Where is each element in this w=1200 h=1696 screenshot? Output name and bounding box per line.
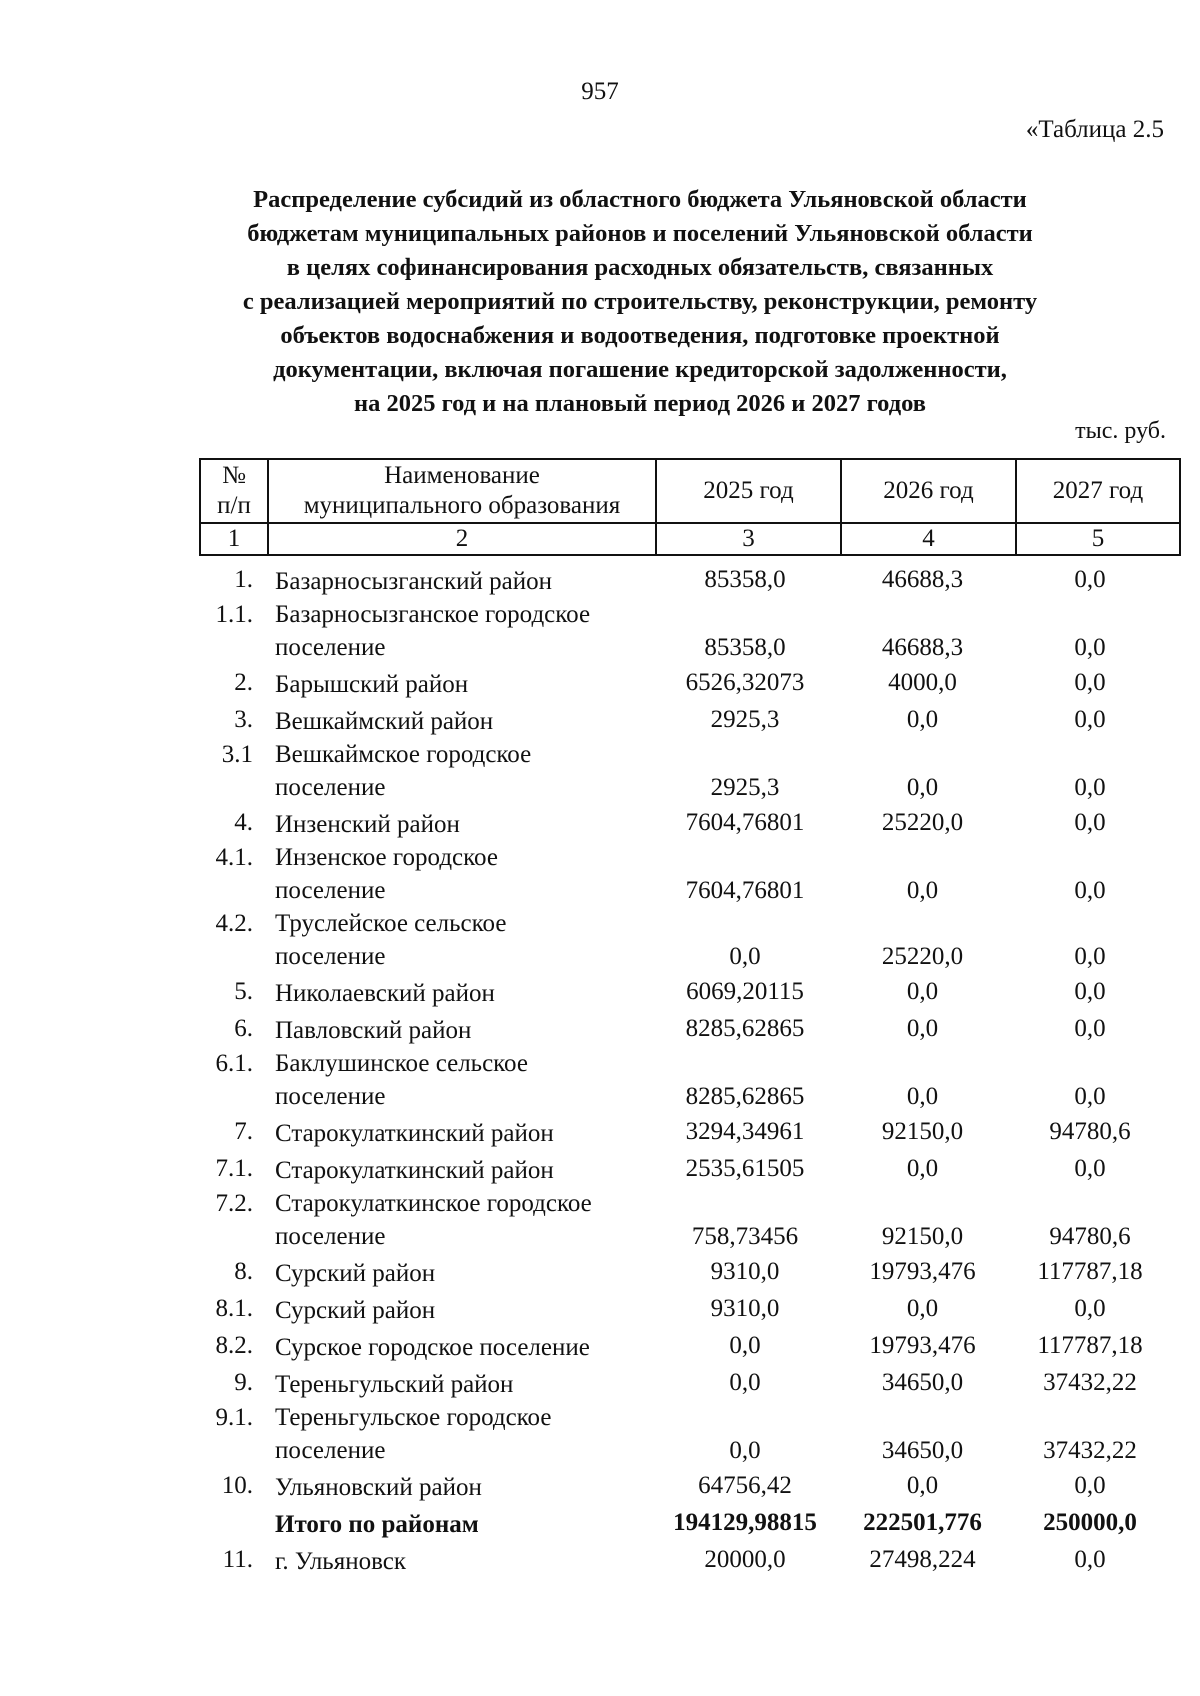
- row-number: 6.: [234, 1015, 253, 1042]
- value-2025: 8285,62865: [685, 1083, 805, 1110]
- title-line: на 2025 год и на плановый период 2026 и 2027 годов: [353, 390, 926, 417]
- value-2025: 85358,0: [704, 566, 786, 593]
- column-number: 5: [1016, 523, 1180, 555]
- value-2027: 0,0: [1074, 706, 1106, 733]
- row-name-line1: Баклушинское сельское: [275, 1050, 528, 1077]
- table-row: [199, 1253, 1179, 1290]
- table-row: [199, 1150, 1179, 1187]
- row-name-line1: Старокулаткинский район: [275, 1157, 554, 1184]
- value-2027: 0,0: [1074, 1015, 1106, 1042]
- value-2025: 85358,0: [704, 634, 786, 661]
- value-2025: 2925,3: [710, 706, 780, 733]
- row-name: [265, 705, 655, 738]
- value-2025: 9310,0: [710, 1295, 780, 1322]
- value-2027: 0,0: [1074, 1083, 1106, 1110]
- value-2026: 0,0: [906, 1083, 939, 1110]
- header-2026: 2026 год: [841, 459, 1016, 523]
- value-2026: 46688,3: [881, 634, 964, 661]
- document-title: [140, 183, 1140, 421]
- row-number: 10.: [221, 1472, 253, 1499]
- value-2026: 19793,476: [869, 1332, 976, 1359]
- value-2025: 6069,20115: [686, 978, 804, 1005]
- table-row: [199, 701, 1179, 738]
- table-row: [199, 841, 1179, 907]
- value-2026: 0,0: [906, 978, 939, 1005]
- row-number: 2.: [234, 669, 253, 696]
- value-2026: 25220,0: [881, 809, 964, 836]
- value-2025: 2535,61505: [685, 1155, 805, 1182]
- value-2026: 0,0: [906, 877, 939, 904]
- table-row: [199, 738, 1179, 804]
- value-2025: 0,0: [729, 1437, 761, 1464]
- row-name-line1: Инзенское городское: [275, 844, 498, 871]
- title-line: бюджетам муниципальных районов и поселений Ульяновской области: [247, 220, 1033, 247]
- value-2026: 0,0: [906, 1015, 939, 1042]
- row-number: 3.1: [221, 741, 253, 768]
- row-number: 7.2.: [215, 1190, 253, 1217]
- value-2027: 94780,6: [1049, 1118, 1131, 1145]
- table-row: [199, 1541, 1179, 1578]
- row-name-line1: Сурский район: [275, 1297, 436, 1324]
- value-2026: 27498,224: [869, 1546, 976, 1573]
- table-label: «Таблица 2.5: [1025, 116, 1164, 143]
- value-2025: 2925,3: [710, 774, 780, 801]
- row-name-line1: Старокулаткинское городское: [275, 1190, 592, 1217]
- value-2026: 0,0: [906, 1295, 939, 1322]
- row-name: [265, 841, 655, 907]
- table-row: [199, 907, 1179, 973]
- row-name-line1: Инзенский район: [275, 811, 460, 838]
- row-name-line1: Николаевский район: [275, 980, 495, 1007]
- row-name-line2: поселение: [275, 877, 386, 904]
- value-2026: 19793,476: [869, 1258, 976, 1285]
- value-2026: 4000,0: [888, 669, 957, 696]
- row-name: [265, 668, 655, 701]
- header-2027: 2027 год: [1016, 459, 1180, 523]
- title-line: Распределение субсидий из областного бюджета Ульяновской области: [253, 186, 1027, 213]
- value-2027: 0,0: [1074, 1546, 1106, 1573]
- units-label: тыс. руб.: [1075, 418, 1166, 444]
- row-name: [265, 1014, 655, 1047]
- table-row: [199, 1047, 1179, 1113]
- value-2027: 0,0: [1074, 978, 1106, 1005]
- value-2027: 0,0: [1074, 1155, 1106, 1182]
- value-2025: 7604,76801: [685, 809, 805, 836]
- title-line: объектов водоснабжения и водоотведения, подготовке проектной: [280, 322, 1000, 349]
- header-num-line2: п/п: [217, 492, 251, 519]
- row-number: 9.: [234, 1369, 253, 1396]
- value-2025: 8285,62865: [685, 1015, 805, 1042]
- column-number: 4: [841, 523, 1016, 555]
- row-number: 5.: [234, 978, 253, 1005]
- row-name: [265, 738, 655, 804]
- row-name: [265, 1294, 655, 1327]
- table-total-row: [199, 1504, 1179, 1541]
- value-2025: 0,0: [729, 943, 761, 970]
- table-row: [199, 1113, 1179, 1150]
- value-2027: 117787,18: [1037, 1258, 1143, 1285]
- row-name: [265, 1187, 655, 1253]
- row-name: [265, 1401, 655, 1467]
- value-2026: 222501,776: [863, 1509, 982, 1536]
- value-2027: 0,0: [1074, 669, 1106, 696]
- row-name: [265, 598, 655, 664]
- row-name-line2: поселение: [275, 1437, 386, 1464]
- row-number: 4.: [234, 809, 253, 836]
- value-2025: 6526,32073: [685, 669, 805, 696]
- row-name-line1: Вешкаймский район: [275, 708, 494, 735]
- row-name-line1: Старокулаткинский район: [275, 1120, 554, 1147]
- row-name-line1: Труслейское сельское: [275, 910, 507, 937]
- value-2027: 250000,0: [1043, 1509, 1137, 1536]
- table-row: [199, 973, 1179, 1010]
- value-2026: 25220,0: [881, 943, 964, 970]
- row-name: [265, 1047, 655, 1113]
- value-2025: 64756,42: [698, 1472, 792, 1499]
- value-2026: 46688,3: [881, 566, 964, 593]
- row-name-line1: Итого по районам: [275, 1511, 479, 1538]
- header-name-line1: Наименование: [384, 462, 540, 489]
- value-2027: 117787,18: [1037, 1332, 1143, 1359]
- value-2025: 758,73456: [691, 1223, 799, 1250]
- table-row: [199, 598, 1179, 664]
- table-row: [199, 561, 1179, 598]
- value-2026: 0,0: [906, 706, 939, 733]
- header-name-line2: муниципального образования: [303, 492, 621, 519]
- row-number: 7.: [234, 1118, 253, 1145]
- row-number: 1.: [234, 566, 253, 593]
- value-2027: 37432,22: [1043, 1369, 1137, 1396]
- table-header: [199, 458, 1181, 556]
- value-2026: 34650,0: [881, 1369, 964, 1396]
- value-2025: 7604,76801: [685, 877, 805, 904]
- row-name: [265, 1154, 655, 1187]
- row-name-line1: г. Ульяновск: [275, 1548, 406, 1575]
- header-num-line1: №: [222, 462, 246, 489]
- table-row: [199, 664, 1179, 701]
- row-name: [265, 565, 655, 598]
- row-name: [265, 1331, 655, 1364]
- value-2025: 0,0: [729, 1369, 761, 1396]
- row-name: [265, 1471, 655, 1504]
- row-number: 8.: [234, 1258, 253, 1285]
- row-number: 8.2.: [215, 1332, 253, 1359]
- row-name-line2: поселение: [275, 1223, 386, 1250]
- header-name: [268, 459, 656, 523]
- value-2027: 0,0: [1074, 943, 1106, 970]
- table-row: [199, 1187, 1179, 1253]
- value-2026: 0,0: [906, 1155, 939, 1182]
- value-2027: 94780,6: [1049, 1223, 1131, 1250]
- row-name: [265, 1368, 655, 1401]
- row-number: 9.1.: [215, 1404, 253, 1431]
- row-number: 3.: [234, 706, 253, 733]
- row-number: 4.2.: [215, 910, 253, 937]
- table-row: [199, 1401, 1179, 1467]
- column-number: 1: [200, 523, 268, 555]
- row-name-line1: Базарносызганский район: [275, 568, 553, 595]
- title-line: документации, включая погашение кредиторской задолженности,: [273, 356, 1007, 383]
- value-2025: 20000,0: [704, 1546, 786, 1573]
- value-2027: 0,0: [1074, 774, 1106, 801]
- table-body: [199, 561, 1179, 1578]
- row-name: [265, 1508, 655, 1541]
- row-name: [265, 907, 655, 973]
- row-number: 6.1.: [215, 1050, 253, 1077]
- row-number: 7.1.: [215, 1155, 253, 1182]
- table-row: [199, 1290, 1179, 1327]
- row-name-line1: Сурское городское поселение: [275, 1334, 590, 1361]
- row-name: [265, 808, 655, 841]
- table-row: [199, 804, 1179, 841]
- row-name: [265, 977, 655, 1010]
- value-2026: 92150,0: [881, 1223, 964, 1250]
- page-number: 957: [581, 78, 619, 105]
- table-row: [199, 1010, 1179, 1047]
- value-2026: 92150,0: [881, 1118, 964, 1145]
- column-number: 3: [656, 523, 841, 555]
- table-row: [199, 1467, 1179, 1504]
- value-2027: 0,0: [1074, 877, 1106, 904]
- title-line: с реализацией мероприятий по строительству, реконструкции, ремонту: [242, 288, 1038, 315]
- header-2025: 2025 год: [656, 459, 841, 523]
- row-name-line2: поселение: [275, 943, 386, 970]
- value-2026: 0,0: [906, 1472, 939, 1499]
- row-name-line2: поселение: [275, 774, 386, 801]
- title-line: в целях софинансирования расходных обязательств, связанных: [286, 254, 994, 281]
- row-name-line1: Вешкаймское городское: [275, 741, 532, 768]
- row-name-line2: поселение: [275, 1083, 386, 1110]
- row-name-line1: Базарносызганское городское: [275, 601, 591, 628]
- table-row: [199, 1327, 1179, 1364]
- row-name-line1: Барышский район: [275, 671, 469, 698]
- row-name: [265, 1545, 655, 1578]
- header-num: [200, 459, 268, 523]
- row-name: [265, 1257, 655, 1290]
- value-2027: 0,0: [1074, 1295, 1106, 1322]
- value-2027: 0,0: [1074, 634, 1106, 661]
- value-2026: 0,0: [906, 774, 939, 801]
- row-name-line1: Ульяновский район: [275, 1474, 482, 1501]
- row-name-line1: Тереньгульский район: [275, 1371, 514, 1398]
- value-2027: 0,0: [1074, 566, 1106, 593]
- value-2025: 194129,98815: [673, 1509, 817, 1536]
- row-number: 11.: [222, 1546, 253, 1573]
- row-name-line2: поселение: [275, 634, 386, 661]
- value-2027: 37432,22: [1043, 1437, 1137, 1464]
- column-number: 2: [268, 523, 656, 555]
- value-2025: 9310,0: [710, 1258, 780, 1285]
- row-number: 4.1.: [215, 844, 253, 871]
- value-2025: 3294,34961: [685, 1118, 805, 1145]
- value-2026: 34650,0: [881, 1437, 964, 1464]
- row-name: [265, 1117, 655, 1150]
- value-2027: 0,0: [1074, 809, 1106, 836]
- row-name-line1: Тереньгульское городское: [275, 1404, 552, 1431]
- row-name-line1: Павловский район: [275, 1017, 472, 1044]
- table-row: [199, 1364, 1179, 1401]
- row-number: 1.1.: [215, 601, 253, 628]
- row-name-line1: Сурский район: [275, 1260, 436, 1287]
- row-number: 8.1.: [215, 1295, 253, 1322]
- value-2027: 0,0: [1074, 1472, 1106, 1499]
- value-2025: 0,0: [729, 1332, 761, 1359]
